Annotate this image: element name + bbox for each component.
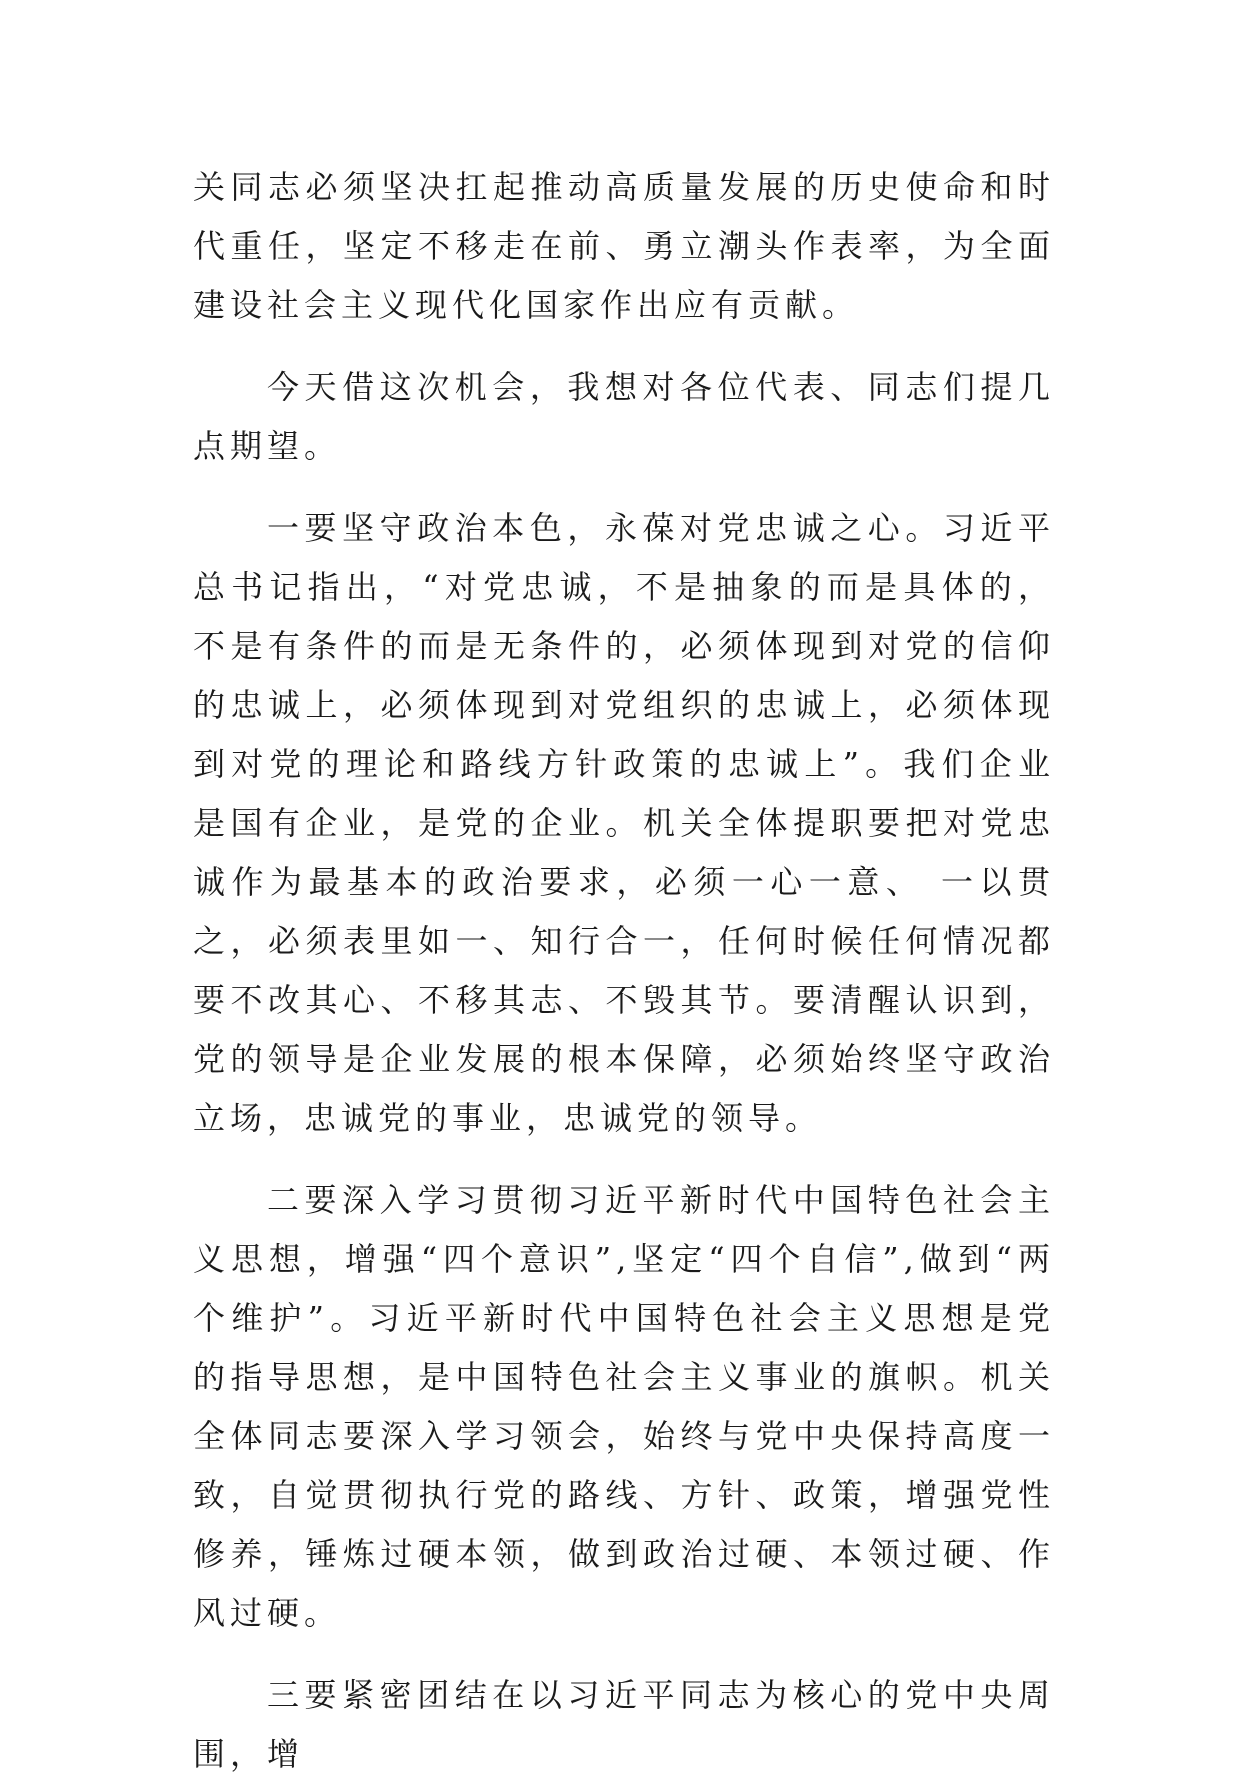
paragraph-gap — [193, 335, 1055, 358]
paragraph-point-two: 二要深入学习贯彻习近平新时代中国特色社会主义思想，增强“四个意识”,坚定“四个自信”,做到“两个维护”。习近平新时代中国特色社会主义思想是党的指导思想，是中国特色社会主义事业的旗帜。机关全体同志要深入学习领会，始终与党中央保持高度一致，自觉贯彻执行党的路线、方针、政策，增强党性修养，锤炼过硬本领，做到政治过硬、本领过硬、作风过硬。 — [193, 1181, 1055, 1632]
paragraph-gap — [193, 1148, 1055, 1171]
paragraph-continuation: 关同志必须坚决扛起推动高质量发展的历史使命和时代重任，坚定不移走在前、勇立潮头作表率，为全面建设社会主义现代化国家作出应有贡献。 — [193, 168, 1055, 324]
paragraph-gap — [193, 476, 1055, 499]
paragraph-point-one: 一要坚守政治本色，永葆对党忠诚之心。习近平总书记指出，“对党忠诚，不是抽象的而是具体的，不是有条件的而是无条件的，必须体现到对党的信仰的忠诚上，必须体现到对党组织的忠诚上，必须体现到对党的理论和路线方针政策的忠诚上”。我们企业是国有企业，是党的企业。机关全体提职要把对党忠诚作为最基本的政治要求，必须一心一意、 一以贯之，必须表里如一、知行合一，任何时候任何情况都要不改其心、不移其志、不毁其节。要清醒认识到，党的领导是企业发展的根本保障，必须始终坚守政治立场，忠诚党的事业，忠诚党的领导。 — [193, 509, 1055, 1137]
paragraph-intro: 今天借这次机会，我想对各位代表、同志们提几点期望。 — [193, 368, 1055, 465]
paragraph-gap — [193, 1643, 1055, 1666]
paragraph-point-three: 三要紧密团结在以习近平同志为核心的党中央周围，增 — [193, 1676, 1055, 1773]
document-body — [193, 158, 1055, 1784]
